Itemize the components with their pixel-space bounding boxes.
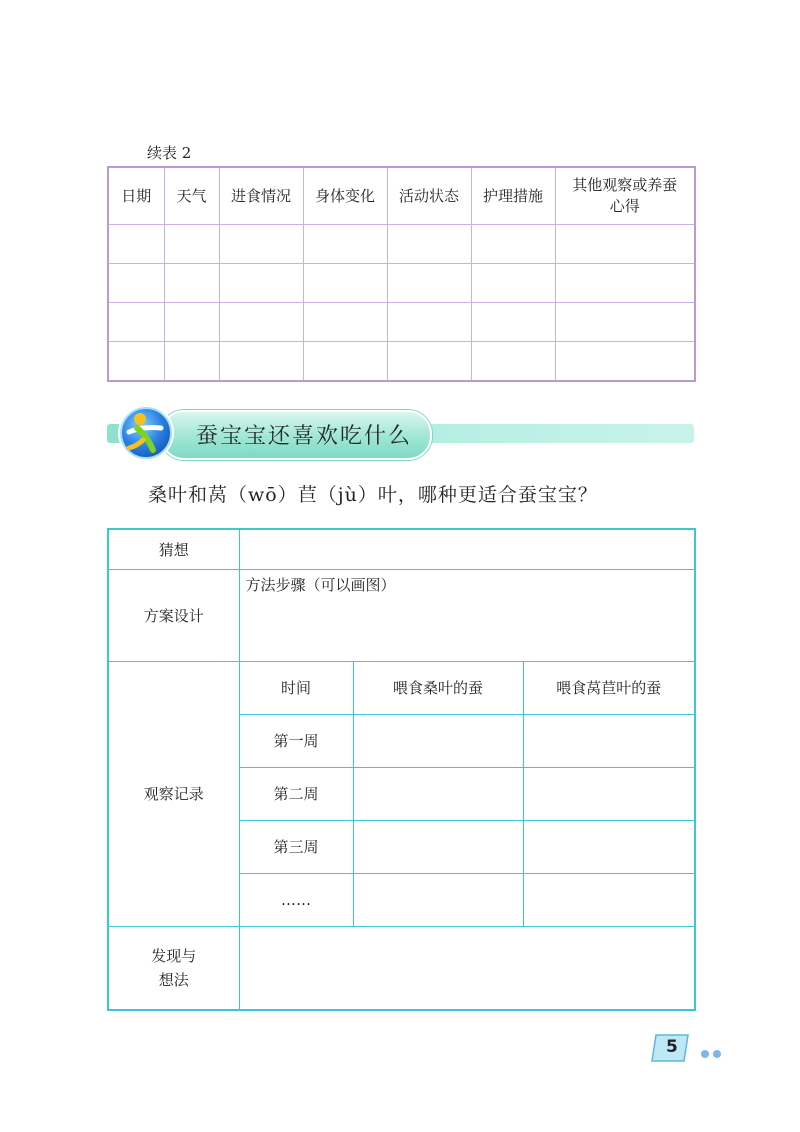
design-cell[interactable] bbox=[239, 569, 695, 661]
guess-label: 猜想 bbox=[108, 529, 239, 569]
record-header-time: 时间 bbox=[239, 661, 353, 714]
table-header-row bbox=[108, 167, 695, 225]
record-header-mulberry: 喂食桑叶的蚕 bbox=[353, 661, 523, 714]
week-label: 第三周 bbox=[239, 820, 353, 873]
record-header-row bbox=[108, 661, 695, 714]
design-row bbox=[108, 569, 695, 661]
experiment-record-table bbox=[107, 528, 696, 1011]
header-weather: 天气 bbox=[164, 167, 219, 225]
design-hint: 方法步骤（可以画图） bbox=[245, 575, 396, 594]
guess-row bbox=[108, 529, 695, 569]
decorative-dot bbox=[713, 1050, 721, 1058]
header-care: 护理措施 bbox=[471, 167, 555, 225]
header-activity: 活动状态 bbox=[387, 167, 471, 225]
week-label: …… bbox=[239, 873, 353, 926]
table-row bbox=[108, 342, 695, 382]
guess-cell[interactable] bbox=[239, 529, 695, 569]
header-body-change: 身体变化 bbox=[303, 167, 387, 225]
section-title: 蚕宝宝还喜欢吃什么 bbox=[196, 424, 413, 449]
running-figure-logo-icon bbox=[113, 402, 179, 464]
header-eating: 进食情况 bbox=[219, 167, 303, 225]
question-text: 桑叶和莴（wō）苣（jù）叶，哪种更适合蚕宝宝？ bbox=[148, 484, 598, 506]
header-date: 日期 bbox=[108, 167, 164, 225]
findings-row bbox=[108, 926, 695, 1010]
week-label: 第一周 bbox=[239, 714, 353, 767]
table-row bbox=[108, 225, 695, 264]
observation-log-table bbox=[107, 166, 696, 382]
page-number: 5 bbox=[666, 1037, 678, 1057]
design-label: 方案设计 bbox=[108, 569, 239, 661]
week-label: 第二周 bbox=[239, 767, 353, 820]
table-row bbox=[108, 264, 695, 303]
record-header-lettuce: 喂食莴苣叶的蚕 bbox=[523, 661, 695, 714]
table-row bbox=[108, 303, 695, 342]
findings-cell[interactable] bbox=[239, 926, 695, 1010]
continued-table-label: 续表 2 bbox=[147, 144, 192, 162]
decorative-dot bbox=[701, 1050, 709, 1058]
header-other-notes: 其他观察或养蚕心得 bbox=[555, 167, 695, 225]
record-label: 观察记录 bbox=[108, 661, 239, 926]
findings-label: 发现与 想法 bbox=[108, 926, 239, 1010]
